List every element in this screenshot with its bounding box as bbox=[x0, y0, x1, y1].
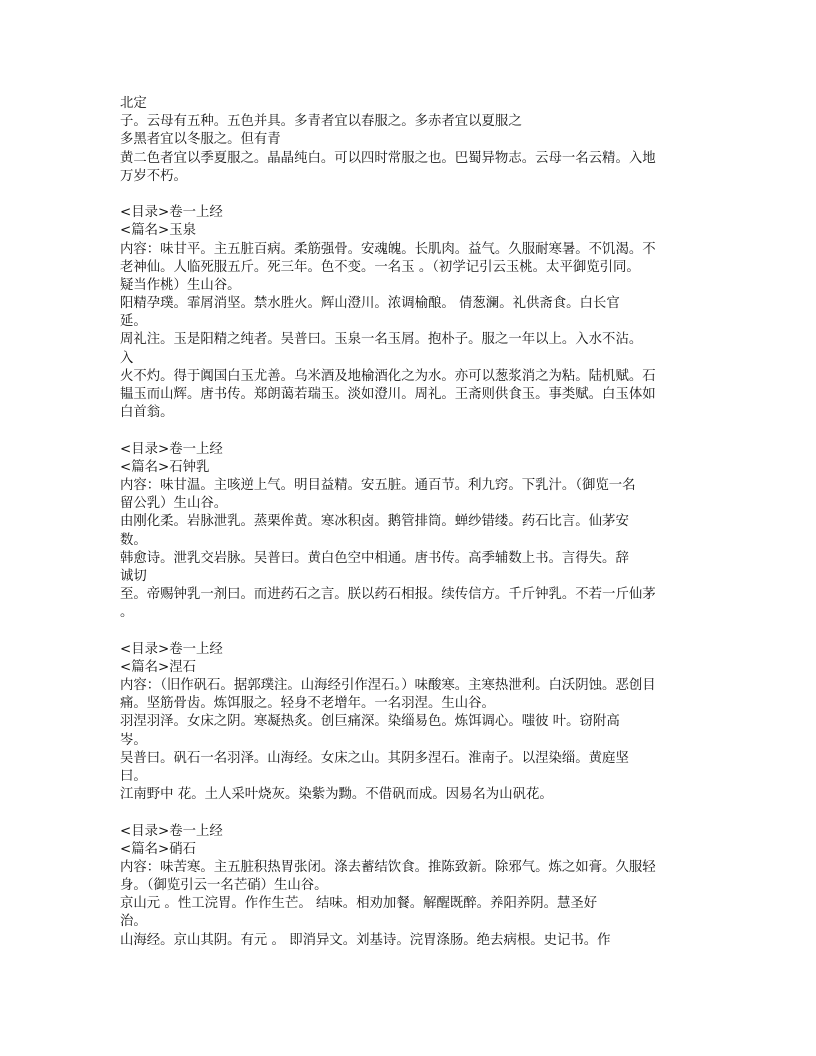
text-line: 治。 bbox=[120, 914, 147, 930]
text-line: <篇名>涅石 bbox=[120, 659, 197, 675]
text-line: <目录>卷一上经 bbox=[120, 641, 223, 657]
text-line: 诚切 bbox=[120, 568, 147, 584]
text-line: 入 bbox=[120, 350, 134, 366]
text-line: 羽涅羽泽。女床之阴。寒凝热炙。创巨痛深。染缁易色。炼饵调心。嗤彼 叶。窃附高 bbox=[120, 714, 620, 730]
text-line: 火不灼。得于阗国白玉尤善。乌米酒及地榆酒化之为水。亦可以葱浆消之为粘。陆机赋。石 bbox=[120, 368, 656, 384]
text-line: 疑当作桃）生山谷。 bbox=[120, 277, 241, 293]
text-line: 韫玉而山辉。唐书传。郑朗蔼若瑞玉。淡如澄川。周礼。王斋则供食玉。事类赋。白玉体如 bbox=[120, 387, 656, 402]
text-line: 黄二色者宜以季夏服之。晶晶纯白。可以四时常服之也。巴蜀异物志。云母一名云精。入地 bbox=[120, 150, 656, 166]
text-line: 韩愈诗。泄乳交岩脉。吴普曰。黄白色空中相通。唐书传。高季辅数上书。言得失。辞 bbox=[120, 550, 629, 566]
text-line: 数。 bbox=[120, 532, 147, 548]
text-line: 万岁不朽。 bbox=[120, 168, 187, 184]
document-page bbox=[120, 95, 720, 950]
text-line: <目录>卷一上经 bbox=[120, 823, 223, 839]
text-line: 老神仙。人临死服五斤。死三年。色不变。一名玉 。（初学记引云玉桃。太平御览引同。 bbox=[120, 259, 640, 275]
text-line: 内容：味甘平。主五脏百病。柔筋强骨。安魂魄。长肌肉。益气。久服耐寒暑。不饥渴。不 bbox=[120, 241, 656, 257]
text-line: 白首翁。 bbox=[120, 405, 174, 421]
text-line: 内容：味苦寒。主五脏积热胃张闭。涤去蓄结饮食。推陈致新。除邪气。炼之如膏。久服轻 bbox=[120, 859, 656, 875]
blank-line bbox=[120, 622, 720, 640]
text-line: 由刚化柔。岩脉泄乳。蒸栗侔黄。寒冰积卤。鹅管排筒。蝉纱错缕。药石比言。仙茅安 bbox=[120, 514, 629, 530]
text-line: 曰。 bbox=[120, 768, 147, 784]
text-line: 留公乳）生山谷。 bbox=[120, 496, 228, 512]
text-line: 至。帝赐钟乳一剂曰。而进药石之言。朕以药石相报。续传信方。千斤钟乳。不若一斤仙茅 bbox=[120, 587, 656, 603]
text-line: 。 bbox=[120, 605, 134, 621]
blank-line bbox=[120, 186, 720, 204]
text-line: 子。云母有五种。五色并具。多青者宜以春服之。多赤者宜以夏服之 bbox=[120, 114, 522, 130]
text-line: 吴普曰。矾石一名羽泽。山海经。女床之山。其阴多涅石。淮南子。以涅染缁。黄庭坚 bbox=[120, 750, 629, 766]
text-line: 多黑者宜以冬服之。但有青 bbox=[120, 132, 281, 148]
text-line: 岑。 bbox=[120, 732, 147, 748]
text-line: <篇名>石钟乳 bbox=[120, 459, 210, 475]
text-line: 内容：味甘温。主咳逆上气。明目益精。安五脏。通百节。利九窍。下乳汁。（御览一名 bbox=[120, 477, 636, 493]
text-line: 痛。坚筋骨齿。炼饵服之。轻身不老增年。一名羽涅。生山谷。 bbox=[120, 696, 495, 712]
text-line: 江南野中 花。土人采叶烧灰。染紫为黝。不借矾而成。因易名为山矾花。 bbox=[120, 787, 553, 803]
text-line: <篇名>硝石 bbox=[120, 841, 197, 857]
text-line: 身。（御览引云一名芒硝）生山谷。 bbox=[120, 878, 328, 894]
text-line: 阳精孕璞。霏屑消坚。禁水胜火。辉山澄川。浓调榆酿。 倩葱澜。礼供斋食。白长官 bbox=[120, 296, 620, 312]
text-line: <目录>卷一上经 bbox=[120, 205, 223, 221]
text-line: 京山元 。性工浣胃。作作生芒。 结味。相劝加餐。解醒既醉。养阳养阴。慧圣好 bbox=[120, 896, 598, 912]
blank-line bbox=[120, 804, 720, 822]
text-line: <目录>卷一上经 bbox=[120, 441, 223, 457]
text-line: 周礼注。玉是阳精之纯者。吴普曰。玉泉一名玉屑。抱朴子。服之一年以上。入水不沾。 bbox=[120, 332, 643, 348]
blank-line bbox=[120, 422, 720, 440]
text-line: 内容：（旧作矾石。据郭璞注。山海经引作涅石。）味酸寒。主寒热泄利。白沃阴蚀。恶创目 bbox=[120, 678, 656, 693]
text-line: <篇名>玉泉 bbox=[120, 223, 197, 239]
text-line: 延。 bbox=[120, 314, 147, 330]
text-line: 山海经。京山其阴。有元 。 即消异文。刘基诗。浣胃涤肠。绝去病根。史记书。作 bbox=[120, 932, 611, 948]
text-line: 北定 bbox=[120, 96, 147, 111]
